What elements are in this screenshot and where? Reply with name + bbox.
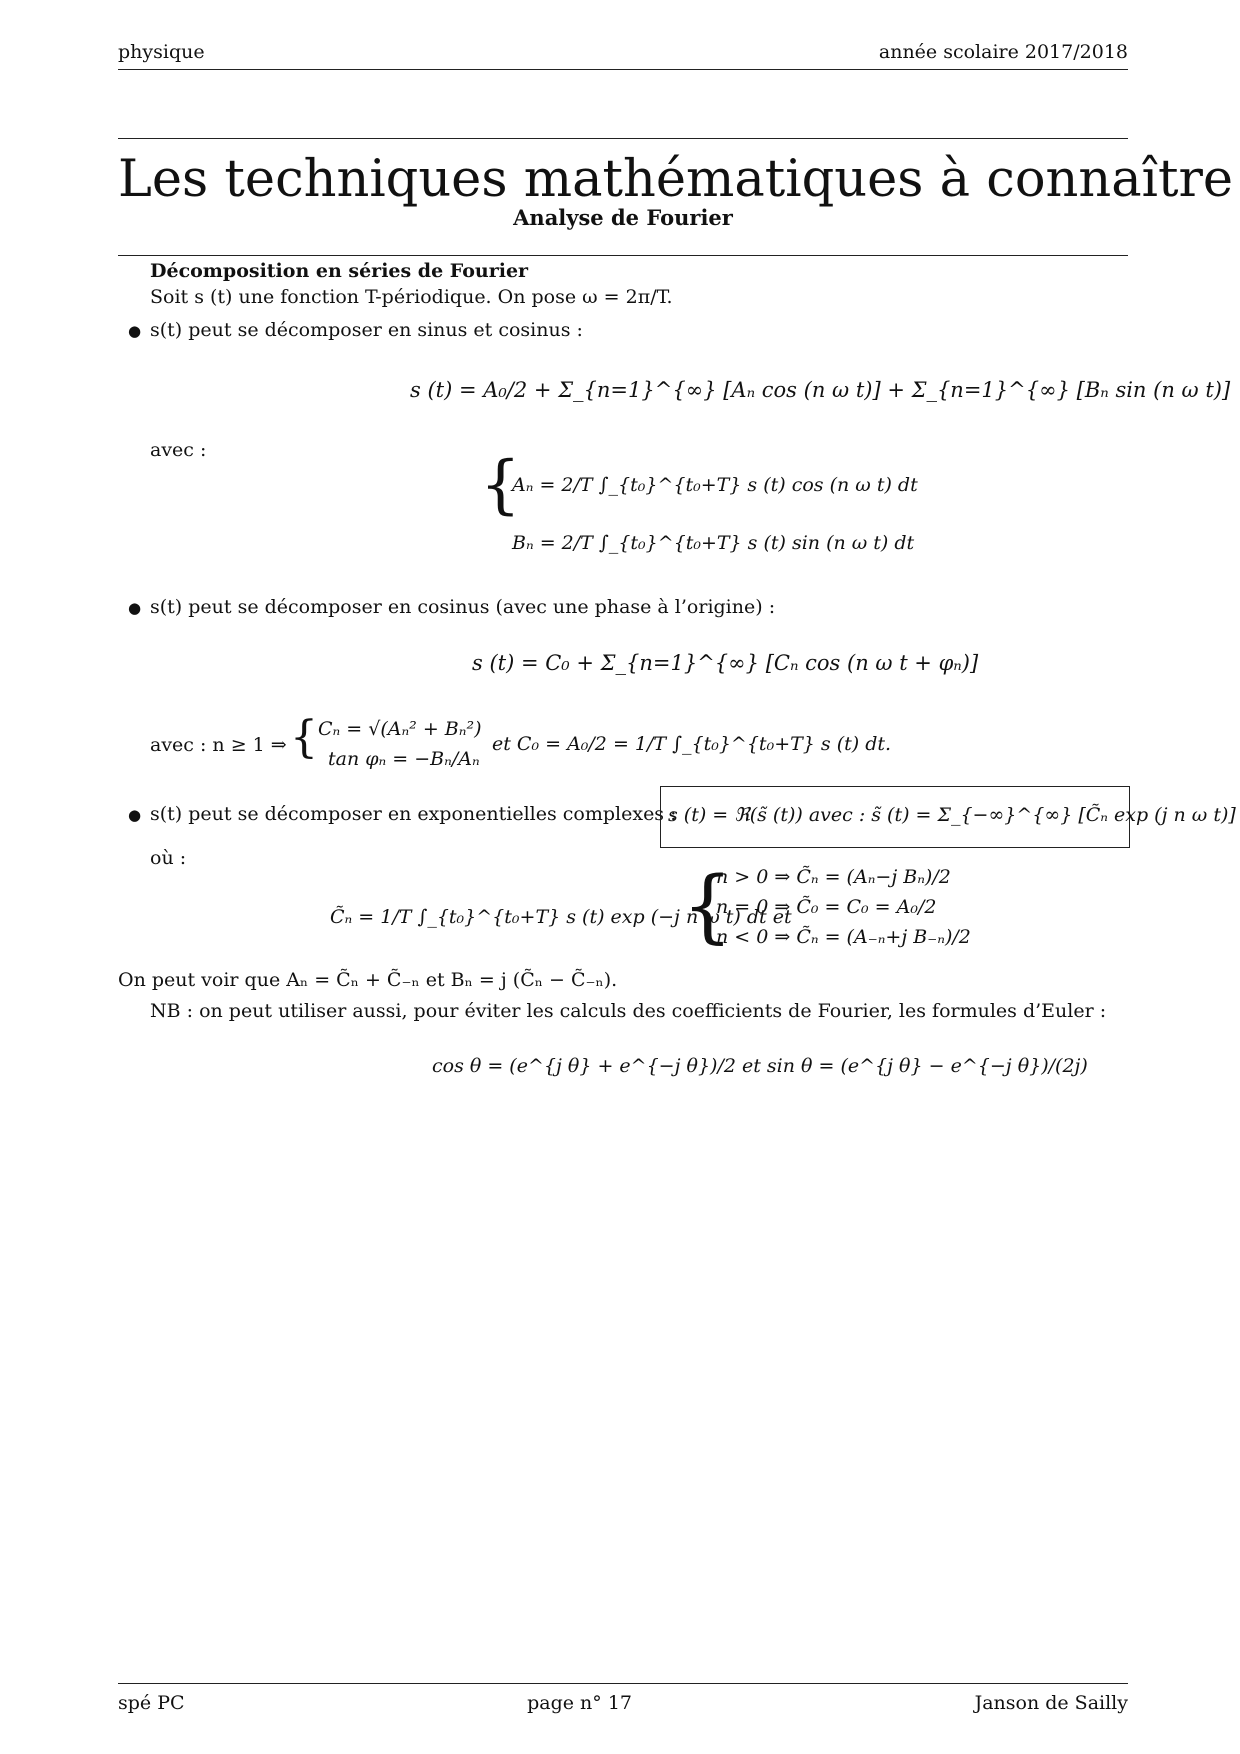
case-n-positive: n > 0 ⇒ C̃ₙ = (Aₙ−j Bₙ)/2 bbox=[716, 866, 951, 888]
intro-text: Soit s (t) une fonction T-périodique. On pose ω = 2π/T. bbox=[150, 286, 673, 308]
bullet-dot: ● bbox=[128, 322, 142, 340]
equation-cn: Cₙ = √(Aₙ² + Bₙ²) bbox=[318, 718, 482, 740]
title-top-rule bbox=[118, 138, 1128, 139]
footer-class: spé PC bbox=[118, 1692, 185, 1714]
boxed-formula: s (t) = ℜ(s̃ (t)) avec : s̃ (t) = Σ_{−∞}^{∞} [C̃ₙ exp (j n ω t)] bbox=[668, 804, 1236, 826]
brace-left: { bbox=[290, 712, 318, 763]
equation-euler: cos θ = (e^{j θ} + e^{−j θ})/2 et sin θ = (e^{j θ} − e^{−j θ})/(2j) bbox=[432, 1055, 1088, 1077]
footer-school: Janson de Sailly bbox=[974, 1692, 1128, 1714]
bullet-dot: ● bbox=[128, 806, 142, 824]
label-avec: avec : bbox=[150, 439, 207, 461]
remark-an-bn: On peut voir que Aₙ = C̃ₙ + C̃₋ₙ et Bₙ = j (C̃ₙ − C̃₋ₙ). bbox=[118, 969, 618, 991]
brace-left: { bbox=[480, 448, 521, 522]
page-header bbox=[118, 41, 1128, 70]
equation-c0: et C₀ = A₀/2 = 1/T ∫_{t₀}^{t₀+T} s (t) dt. bbox=[492, 733, 892, 755]
page-subtitle: Analyse de Fourier bbox=[513, 205, 733, 230]
nb-euler-note: NB : on peut utiliser aussi, pour éviter les calculs des coefficients de Fourier, les formules d’Euler : bbox=[150, 1000, 1107, 1022]
header-school-year: année scolaire 2017/2018 bbox=[878, 41, 1128, 63]
equation-cn-tilde: C̃ₙ = 1/T ∫_{t₀}^{t₀+T} s (t) exp (−j n ω t) dt et bbox=[330, 906, 792, 928]
equation-sin-cos-series: s (t) = A₀/2 + Σ_{n=1}^{∞} [Aₙ cos (n ω t)] + Σ_{n=1}^{∞} [Bₙ sin (n ω t)] bbox=[410, 378, 1231, 402]
title-bottom-rule bbox=[118, 255, 1128, 256]
footer-page-number: page n° 17 bbox=[527, 1692, 632, 1714]
bullet-sin-cos: s(t) peut se décomposer en sinus et cosinus : bbox=[150, 319, 583, 341]
header-subject: physique bbox=[118, 41, 205, 63]
section-heading: Décomposition en séries de Fourier bbox=[150, 260, 529, 282]
avec-n-condition: avec : n ≥ 1 ⇒ bbox=[150, 734, 287, 756]
bullet-cos-phase: s(t) peut se décomposer en cosinus (avec une phase à l’origine) : bbox=[150, 596, 776, 618]
bullet-dot: ● bbox=[128, 599, 142, 617]
label-ou: où : bbox=[150, 847, 187, 869]
equation-cos-phase-series: s (t) = C₀ + Σ_{n=1}^{∞} [Cₙ cos (n ω t + φₙ)] bbox=[472, 651, 979, 675]
case-n-zero: n = 0 ⇒ C̃₀ = C₀ = A₀/2 bbox=[716, 896, 937, 918]
page-title: Les techniques mathématiques à connaître bbox=[118, 150, 1234, 209]
equation-phi: tan φₙ = −Bₙ/Aₙ bbox=[328, 748, 480, 770]
case-n-negative: n < 0 ⇒ C̃ₙ = (A₋ₙ+j B₋ₙ)/2 bbox=[716, 926, 971, 948]
equation-an: Aₙ = 2/T ∫_{t₀}^{t₀+T} s (t) cos (n ω t) dt bbox=[512, 474, 918, 496]
bullet-complex-exp: s(t) peut se décomposer en exponentielles complexes : bbox=[150, 803, 677, 825]
equation-bn: Bₙ = 2/T ∫_{t₀}^{t₀+T} s (t) sin (n ω t) dt bbox=[512, 532, 915, 554]
page-footer bbox=[118, 1683, 1128, 1714]
brace-left: { bbox=[682, 859, 733, 952]
